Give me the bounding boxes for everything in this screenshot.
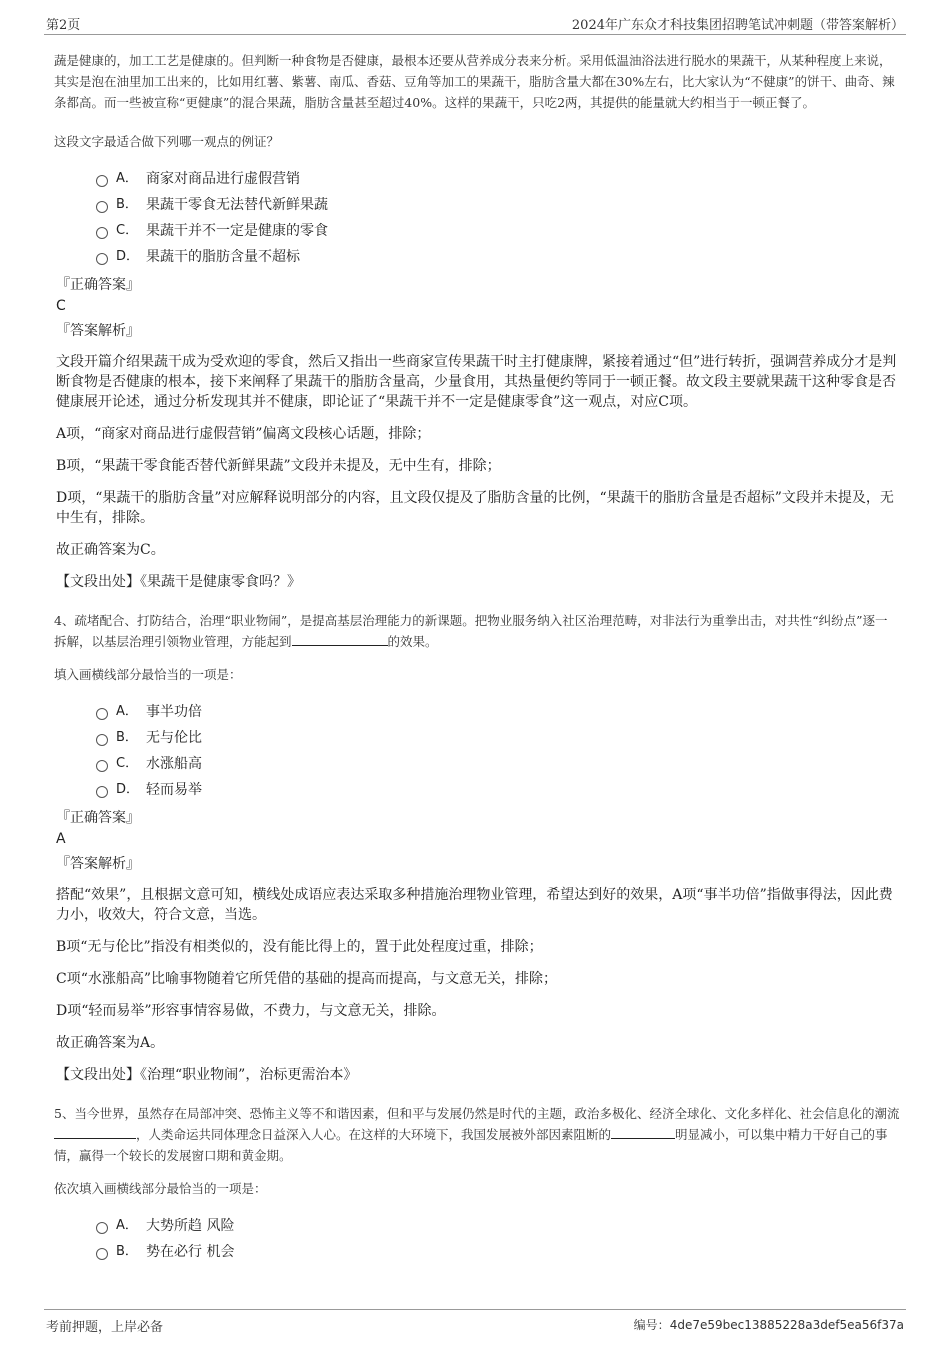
analysis-paragraph: D项，“果蔬干的脂肪含量”对应解释说明部分的内容，且文段仅提及了脂肪含量的比例，“果蔬干的脂肪含量是否超标”文段并未提及，无中生有，排除。: [56, 490, 894, 526]
q3-prompt: 这段文字最适合做下列哪一观点的例证？: [54, 134, 280, 149]
analysis-paragraph: 搭配“效果”，且根据文意可知，横线处成语应表达采取多种措施治理物业管理，希望达到好的效果，A项“事半功倍”指做事得法，因此费力小，收效大，符合文意，当选。: [56, 887, 893, 923]
option-b[interactable]: B． 无与伦比: [96, 725, 900, 751]
fill-blank: [292, 632, 388, 646]
q4-options: [96, 699, 900, 803]
analysis-paragraph: B项“无与伦比”指没有相类似的，没有能比得上的，置于此处程度过重，排除；: [56, 939, 543, 955]
source-citation: 【文段出处】《果蔬干是健康零食吗？》: [56, 574, 301, 590]
option-a[interactable]: A． 大势所趋 风险: [96, 1213, 900, 1239]
analysis-paragraph: C项“水涨船高”比喻事物随着它所凭借的基础的提高而提高，与文意无关，排除；: [56, 971, 558, 987]
radio-icon[interactable]: [96, 175, 108, 187]
analysis-paragraph: 故正确答案为C。: [56, 542, 165, 558]
answer-value: A: [56, 831, 66, 847]
analysis-paragraph: 故正确答案为A。: [56, 1035, 165, 1051]
option-c[interactable]: C． 水涨船高: [96, 751, 900, 777]
radio-icon[interactable]: [96, 227, 108, 239]
radio-icon[interactable]: [96, 253, 108, 265]
q5-options: [96, 1213, 900, 1265]
radio-icon[interactable]: [96, 760, 108, 772]
q4-prompt: 填入画横线部分最恰当的一项是：: [54, 667, 242, 682]
q3-options: [96, 166, 900, 270]
option-d[interactable]: D． 果蔬干的脂肪含量不超标: [96, 244, 900, 270]
answer-label: 『正确答案』: [56, 277, 140, 293]
option-b[interactable]: B． 势在必行 机会: [96, 1239, 900, 1265]
radio-icon[interactable]: [96, 786, 108, 798]
page-header: [44, 12, 906, 35]
analysis-paragraph: D项“轻而易举”形容事情容易做，不费力，与文意无关，排除。: [56, 1003, 446, 1019]
radio-icon[interactable]: [96, 708, 108, 720]
option-c[interactable]: C． 果蔬干并不一定是健康的零食: [96, 218, 900, 244]
document-body: [54, 50, 900, 1265]
document-title: 2024年广东众才科技集团招聘笔试冲刺题（带答案解析）: [571, 18, 904, 33]
answer-value: C: [56, 298, 66, 314]
analysis-paragraph: B项，“果蔬干零食能否替代新鲜果蔬”文段并未提及，无中生有，排除；: [56, 458, 501, 474]
footer-slogan: 考前押题，上岸必备: [46, 1320, 164, 1335]
page-number: 第2页: [46, 18, 81, 33]
source-citation: 【文段出处】《治理“职业物闹”，治标更需治本》: [56, 1067, 358, 1083]
q5-text: 5、当今世界，虽然存在局部冲突、恐怖主义等不和谐因素，但和平与发展仍然是时代的主题，政治多极化、经济全球化、文化多样化、社会信息化的潮流，人类命运共同体理念日益深入人心。在这样的大环境下，我国发展被外部因素阻断的 明显减小，可以集中精力干好自己的事情，赢得一个较长的发展窗口期和黄金期。: [54, 1106, 900, 1163]
radio-icon[interactable]: [96, 1248, 108, 1260]
radio-icon[interactable]: [96, 734, 108, 746]
option-d[interactable]: D． 轻而易举: [96, 777, 900, 803]
document-code: 编号：4de7e59bec13885228a3def5ea56f37a: [633, 1318, 904, 1332]
fill-blank: [611, 1125, 675, 1139]
answer-label: 『正确答案』: [56, 810, 140, 826]
option-a[interactable]: A． 事半功倍: [96, 699, 900, 725]
q4-text: 4、疏堵配合、打防结合，治理“职业物闹”，是提高基层治理能力的新课题。把物业服务纳入社区治理范畴，对非法行为重拳出击，对共性“纠纷点”逐一拆解，以基层治理引领物业管理，方能起到 的效果。: [54, 613, 888, 649]
analysis-paragraph: 文段开篇介绍果蔬干成为受欢迎的零食，然后又指出一些商家宣传果蔬干时主打健康牌，紧接着通过“但”进行转折，强调营养成分才是判断食物是否健康的根本，接下来阐释了果蔬干的脂肪含量高，少量食用，其热量便约等同于一顿正餐。故文段主要就果蔬干这种零食是否健康展开论述，通过分析发现其并不健康，即论证了“果蔬干并不一定是健康零食”这一观点，对应C项。: [56, 354, 897, 410]
q5-prompt: 依次填入画横线部分最恰当的一项是：: [54, 1181, 267, 1196]
fill-blank: [54, 1125, 136, 1139]
option-a[interactable]: A． 商家对商品进行虚假营销: [96, 166, 900, 192]
radio-icon[interactable]: [96, 1222, 108, 1234]
radio-icon[interactable]: [96, 201, 108, 213]
analysis-paragraph: A项，“商家对商品进行虚假营销”偏离文段核心话题，排除；: [56, 426, 431, 442]
page-footer: [44, 1309, 906, 1338]
analysis-label: 『答案解析』: [56, 856, 140, 872]
q3-passage: 蔬是健康的，加工工艺是健康的。但判断一种食物是否健康，最根本还要从营养成分表来分析。采用低温油浴法进行脱水的果蔬干，从某种程度上来说，其实是泡在油里加工出来的，比如用红薯、紫薯、南瓜、香菇、豆角等加工的果蔬干，脂肪含量大都在30%左右，比大家认为“不健康”的饼干、曲奇、辣条都高。而一些被宣称“更健康”的混合果蔬，脂肪含量甚至超过40%。这样的果蔬干，只吃2两，其提供的能量就大约相当于一顿正餐了。: [54, 53, 895, 110]
analysis-label: 『答案解析』: [56, 323, 140, 339]
option-b[interactable]: B． 果蔬干零食无法替代新鲜果蔬: [96, 192, 900, 218]
